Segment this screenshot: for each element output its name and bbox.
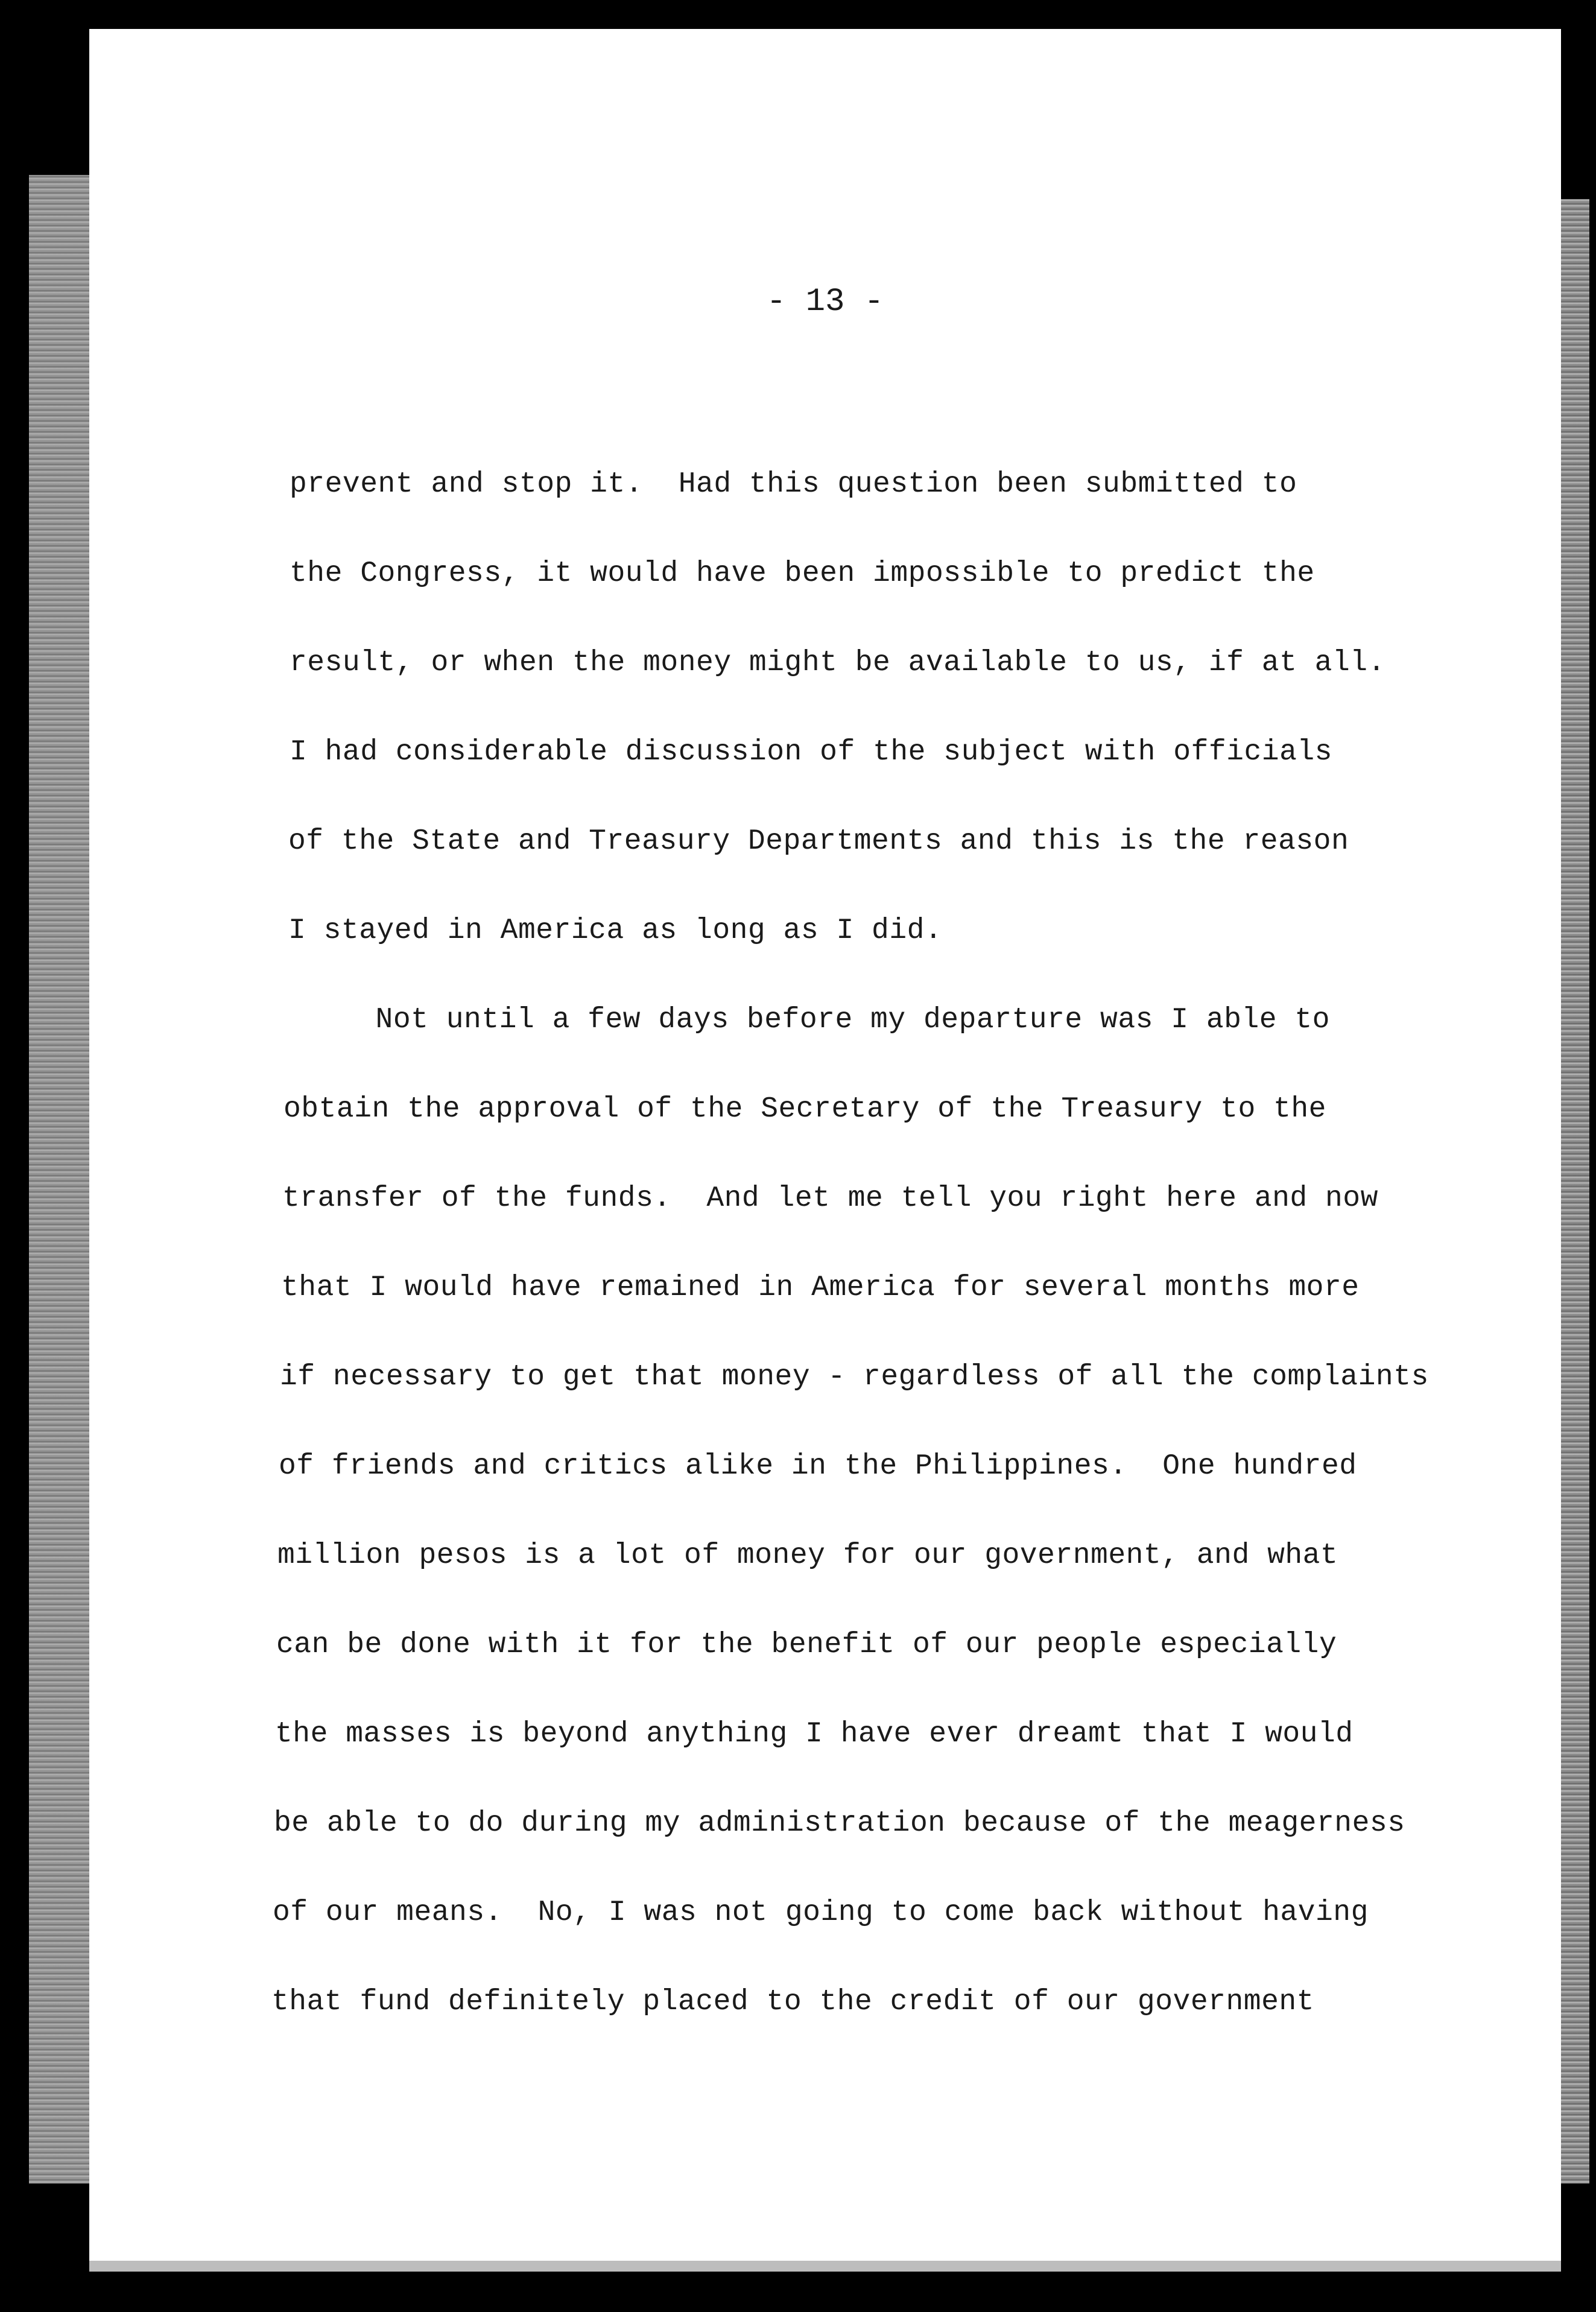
text-line: the Congress, it would have been impossible to predict the (290, 557, 1315, 590)
text-line: that I would have remained in America for several months more (281, 1272, 1360, 1304)
text-line: of our means. No, I was not going to come back without having (273, 1896, 1369, 1929)
text-line: I stayed in America as long as I did. (288, 914, 943, 947)
text-line: prevent and stop it. Had this question been submitted to (290, 468, 1297, 501)
text-line: transfer of the funds. And let me tell you right here and now (282, 1182, 1378, 1215)
text-line: result, or when the money might be available to us, if at all. (290, 647, 1385, 679)
scan-bottom-edge (89, 2261, 1561, 2272)
text-line: if necessary to get that money - regardless of all the complaints (280, 1361, 1429, 1393)
document-page (89, 29, 1561, 2261)
scan-edge-left (29, 175, 89, 2184)
text-line: can be done with it for the benefit of our people especially (276, 1629, 1337, 1661)
text-line: of friends and critics alike in the Philippines. One hundred (279, 1450, 1357, 1483)
text-line: that fund definitely placed to the credit of our government (271, 1986, 1314, 2018)
text-line: of the State and Treasury Departments and this is the reason (288, 825, 1349, 858)
scan-edge-right (1559, 199, 1589, 2184)
text-line: Not until a few days before my departure was I able to (287, 1004, 1330, 1036)
text-line: I had considerable discussion of the subject with officials (290, 736, 1332, 768)
text-line: be able to do during my administration because of the meagerness (274, 1807, 1405, 1840)
text-line: million pesos is a lot of money for our government, and what (277, 1539, 1338, 1572)
text-line: the masses is beyond anything I have ever dreamt that I would (275, 1718, 1354, 1750)
text-line: obtain the approval of the Secretary of the Treasury to the (283, 1093, 1326, 1126)
document-body (89, 29, 1561, 2261)
page-number: - 13 - (766, 283, 884, 320)
